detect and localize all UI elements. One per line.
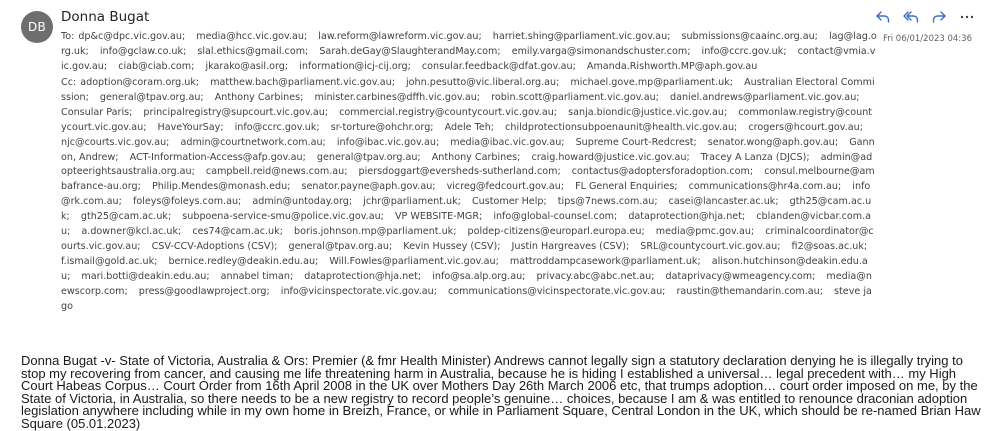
recipient[interactable]: privacy.abc@abc.net.au; [536, 270, 655, 282]
cc-recipients [61, 76, 877, 315]
recipient[interactable]: criminalcoordinator@courts.vic.gov.au; [61, 226, 874, 252]
recipient[interactable]: piersdoggart@eversheds-sutherland.com; [358, 166, 561, 178]
recipient[interactable]: poldep-citizens@europarl.europa.eu; [467, 226, 645, 238]
recipient[interactable]: childprotectionsubpoenaunit@health.vic.gov.au; [505, 121, 738, 133]
recipient[interactable]: Supreme Court-Redcrest; [575, 136, 697, 148]
recipient[interactable]: sr-torture@ohchr.org; [330, 121, 434, 133]
recipient[interactable]: casei@lancaster.ac.uk; [668, 196, 779, 208]
recipient[interactable]: admin@untoday.org; [252, 196, 353, 208]
recipient[interactable]: njc@courts.vic.gov.au; [61, 136, 170, 148]
recipient[interactable]: info@rk.com.au; [61, 181, 871, 208]
recipient[interactable]: f.ismail@gold.ac.uk; [61, 255, 158, 267]
recipient[interactable]: law.reform@lawreform.vic.gov.au; [318, 31, 482, 42]
forward-icon [931, 9, 947, 25]
recipient[interactable]: Philip.Mendes@monash.edu; [151, 181, 291, 193]
recipient[interactable]: media@hcc.vic.gov.au; [196, 31, 308, 42]
recipient[interactable]: mari.botti@deakin.edu.au; [81, 270, 210, 282]
recipient[interactable]: VP WEBSITE-MGR; [394, 211, 483, 223]
recipient[interactable]: Gannon, Andrew; [61, 136, 875, 163]
recipient[interactable]: contact@vmia.vic.gov.au; [61, 45, 876, 72]
recipient[interactable]: information@icj-cij.org; [299, 60, 411, 72]
recipient[interactable]: ACT-Information-Access@afp.gov.au; [129, 151, 306, 163]
recipient[interactable]: FL General Enquiries; [575, 181, 678, 193]
recipient[interactable]: Sarah.deGay@SlaughterandMay.com; [319, 45, 501, 57]
message-actions [872, 6, 978, 28]
recipient[interactable]: sanja.biondic@justice.vic.gov.au; [568, 106, 728, 118]
recipient[interactable]: Consular Paris; [61, 106, 133, 118]
to-label: To: [61, 31, 75, 42]
recipient[interactable]: media@newscorp.com; [61, 270, 872, 297]
recipient[interactable]: john.pesutto@vic.liberal.org.au; [406, 77, 560, 88]
recipient[interactable]: a.downer@kcl.ac.uk; [81, 226, 182, 238]
recipient[interactable]: gth25@cam.ac.uk; [80, 211, 172, 223]
recipient[interactable]: submissions@caainc.org.au; [681, 31, 818, 42]
recipient[interactable]: consul.melbourne@ambafrance-au.org; [61, 166, 875, 193]
recipient[interactable]: Australian Electoral Commission; [61, 77, 875, 103]
recipient[interactable]: senator.payne@aph.gov.au; [301, 181, 436, 193]
recipient[interactable]: robin.scott@parliament.vic.gov.au; [491, 91, 659, 103]
recipient[interactable]: info@global-counsel.com; [493, 211, 618, 223]
recipient[interactable]: vicreg@fedcourt.gov.au; [446, 181, 565, 193]
recipient[interactable]: annabel timan; [220, 270, 294, 282]
recipient[interactable]: Will.Fowles@parliament.vic.gov.au; [329, 255, 499, 267]
recipient[interactable]: Tracey A Lanza (DJCS); [700, 151, 810, 163]
recipient[interactable]: info@ibac.vic.gov.au; [336, 136, 440, 148]
recipient[interactable]: SRL@countycourt.vic.gov.au; [640, 240, 781, 252]
recipient[interactable]: boris.johnson.mp@parliament.uk; [294, 226, 457, 238]
recipient[interactable]: daniel.andrews@parliament.vic.gov.au; [669, 91, 860, 103]
recipient[interactable]: HaveYourSay; [157, 121, 224, 133]
recipient[interactable]: dataprotection@hja.net; [628, 211, 746, 223]
reply-all-button[interactable] [900, 6, 922, 28]
recipient[interactable]: info@gclaw.co.uk; [99, 45, 187, 57]
forward-button[interactable] [928, 6, 950, 28]
recipient[interactable]: steve jago [61, 285, 872, 312]
recipient[interactable]: raustin@themandarin.com.au; [676, 285, 823, 297]
recipient[interactable]: consular.feedback@dfat.gov.au; [421, 60, 576, 72]
recipient[interactable]: emily.varga@simonandschuster.com; [511, 45, 691, 57]
recipient[interactable]: Customer Help; [471, 196, 547, 208]
recipient[interactable]: senator.wong@aph.gov.au; [707, 136, 839, 148]
recipient[interactable]: lag@lag.org.uk; [61, 31, 877, 57]
more-icon [959, 9, 975, 25]
timestamp: Fri 06/01/2023 04:36 [882, 34, 972, 44]
recipient[interactable]: jchr@parliament.uk; [363, 196, 461, 208]
to-recipients [61, 30, 877, 75]
more-button[interactable] [956, 6, 978, 28]
recipient[interactable]: media@ibac.vic.gov.au; [450, 136, 565, 148]
recipient[interactable]: subpoena-service-smu@police.vic.gov.au; [182, 211, 384, 223]
recipient[interactable]: slal.ethics@gmail.com; [197, 45, 309, 57]
recipient[interactable]: mattroddampcasework@parliament.uk; [509, 255, 701, 267]
recipient[interactable]: contactus@adoptersforadoption.com; [571, 166, 754, 178]
recipient[interactable]: principalregistry@supcourt.vic.gov.au; [143, 106, 329, 118]
reply-all-icon [903, 9, 919, 25]
recipient[interactable]: cblanden@vicbar.com.au; [61, 211, 872, 238]
recipient[interactable]: dataprotection@hja.net; [304, 270, 422, 282]
recipient[interactable]: crogers@hcourt.gov.au; [748, 121, 863, 133]
recipient[interactable]: general@tpav.org.au; [288, 240, 393, 252]
recipient[interactable]: gth25@cam.ac.uk; [61, 196, 872, 223]
recipient[interactable]: Kevin Hussey (CSV); [403, 240, 501, 252]
recipient[interactable]: Anthony Carbines; [431, 151, 521, 163]
recipient[interactable]: general@tpav.org.au; [316, 151, 421, 163]
recipient[interactable]: communications@hr4a.com.au; [688, 181, 842, 193]
recipient[interactable]: dataprivacy@wmeagency.com; [665, 270, 816, 282]
recipient[interactable]: ciab@ciab.com; [118, 60, 195, 72]
recipient[interactable]: bernice.redley@deakin.edu.au; [168, 255, 319, 267]
recipient[interactable]: commercial.registry@countycourt.vic.gov.au; [339, 106, 558, 118]
recipient[interactable]: info@ccrc.gov.uk; [234, 121, 320, 133]
recipient[interactable]: Adele Teh; [444, 121, 495, 133]
recipient[interactable]: Amanda.Rishworth.MP@aph.gov.au [586, 60, 758, 72]
recipient[interactable]: info@ccrc.gov.uk; [701, 45, 787, 57]
cc-list [61, 77, 875, 312]
recipient[interactable]: press@goodlawproject.org; [138, 285, 270, 297]
recipient[interactable]: admin@adopteerightsaustralia.org.au; [61, 151, 873, 178]
message-body: Donna Bugat -v- State of Victoria, Australia & Ors: Premier (& fmr Health Minister) Andrews cannot legally sign a statutory declaration denying he is illegally trying to stop my recovering from cancer, and causing me life threatening harm in Australia, because he is hiding I established a universal… legal precedent with… my High Court Habeas Corpus… Court Order from 16th April 2008 in the UK over Mothers Day 26th March 2006 etc, that trumps adoption… court order imposed on me, by the State of Victoria, in Australia, so there needs to be a new registry to record people’s genuine… choices, because I am & was entitled to renounce draconian adoption legislation anywhere including while in my own home in Breizh, France, or while in Parliament Square, Central London in the UK, which should be re-named Brian Haw Square (05.01.2023) [21, 353, 981, 431]
recipient[interactable]: matthew.bach@parliament.vic.gov.au; [210, 77, 395, 88]
recipient[interactable]: harriet.shing@parliament.vic.gov.au; [492, 31, 671, 42]
recipient[interactable]: craig.howard@justice.vic.gov.au; [531, 151, 690, 163]
reply-button[interactable] [872, 6, 894, 28]
recipient[interactable]: alison.hutchinson@deakin.edu.au; [61, 255, 868, 282]
recipient[interactable]: media@pmc.gov.au; [655, 226, 755, 238]
recipient[interactable]: admin@courtnetwork.com.au; [180, 136, 326, 148]
reply-icon [875, 9, 891, 25]
recipient[interactable]: foleys@foleys.com.au; [132, 196, 242, 208]
recipient[interactable]: general@tpav.org.au; [99, 91, 204, 103]
recipient[interactable]: fi2@soas.ac.uk; [791, 240, 868, 252]
recipient[interactable]: communications@vicinspectorate.vic.gov.au; [448, 285, 666, 297]
recipient[interactable]: minister.carbines@dffh.vic.gov.au; [314, 91, 481, 103]
recipient[interactable]: campbell.reid@news.com.au; [205, 166, 348, 178]
recipient[interactable]: commonlaw.registry@countycourt.vic.gov.au; [61, 106, 873, 133]
recipient[interactable]: CSV-CCV-Adoptions (CSV); [151, 240, 278, 252]
sender-name[interactable]: Donna Bugat [61, 9, 150, 25]
recipient[interactable]: ces74@cam.ac.uk; [192, 226, 283, 238]
recipient[interactable]: Justin Hargreaves (CSV); [511, 240, 630, 252]
recipient[interactable]: tips@7news.com.au; [557, 196, 658, 208]
recipient[interactable]: dp&c@dpc.vic.gov.au; [78, 31, 186, 42]
avatar[interactable]: DB [21, 11, 53, 43]
recipient[interactable]: adoption@coram.org.uk; [80, 77, 200, 88]
recipient[interactable]: info@vicinspectorate.vic.gov.au; [280, 285, 437, 297]
to-list [61, 31, 877, 72]
recipient[interactable]: jkarako@asil.org; [205, 60, 289, 72]
recipient[interactable]: info@sa.alp.org.au; [432, 270, 526, 282]
recipient[interactable]: michael.gove.mp@parliament.uk; [570, 77, 733, 88]
cc-label: Cc: [61, 77, 77, 88]
recipient[interactable]: Anthony Carbines; [214, 91, 304, 103]
